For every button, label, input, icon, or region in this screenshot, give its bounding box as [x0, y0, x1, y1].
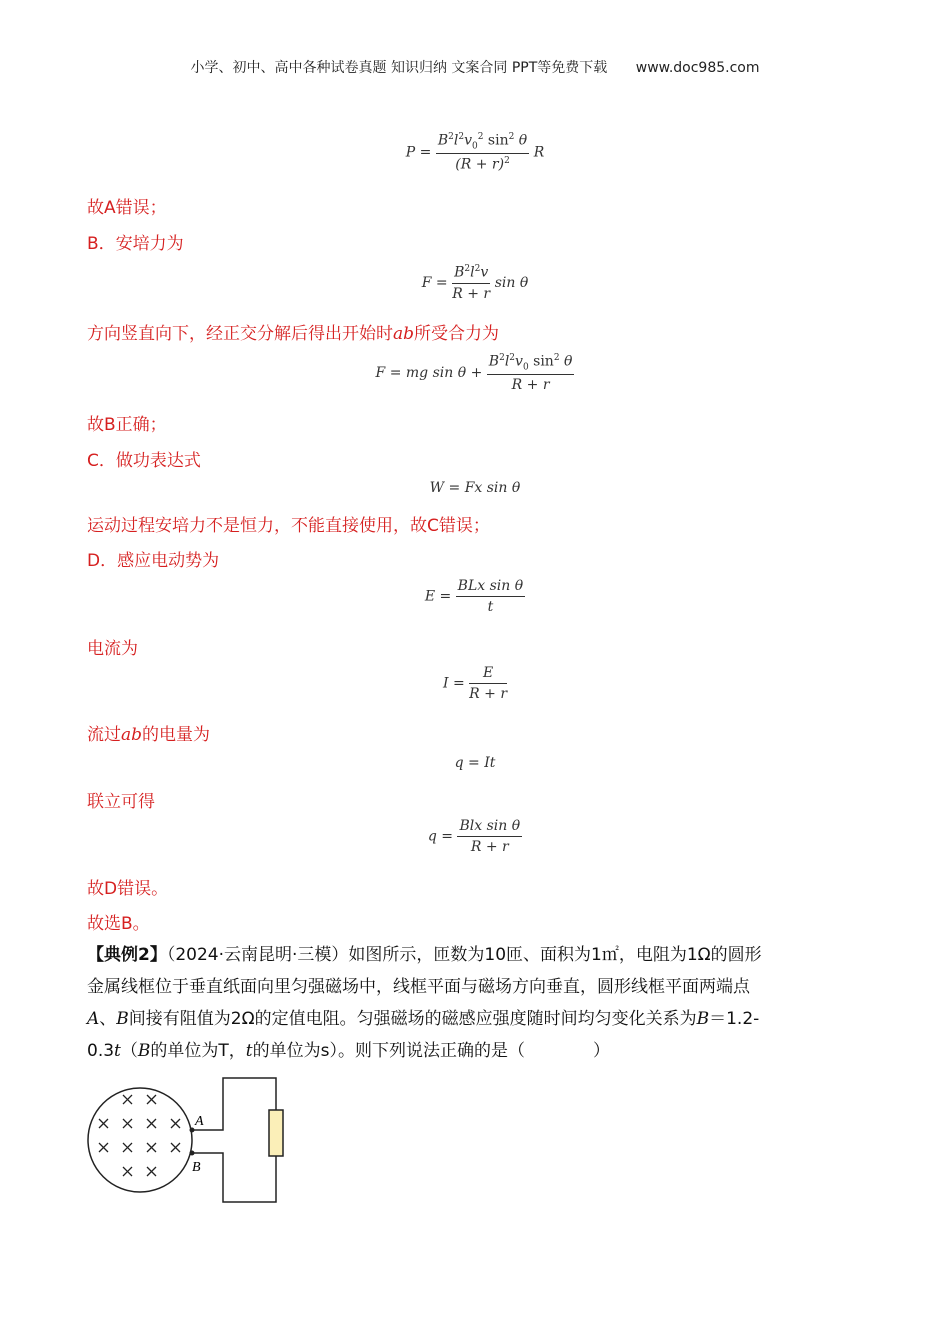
wire-top	[192, 1078, 276, 1130]
text-d-combine: 联立可得	[87, 792, 155, 812]
formula-power: P = $\frac{B^2l^2v_0^2 \sin^2 \theta}{(R + r)^2}$ R	[405, 132, 545, 174]
text-b-right: 故B正确；	[87, 415, 167, 435]
formula-emf: E = $\frac{\text{BLx sin θ}}{t}$	[424, 578, 524, 615]
coil-circle	[88, 1088, 192, 1192]
text-c-head: C．做功表达式	[87, 451, 201, 471]
header-site-link[interactable]: www.doc985.com	[635, 60, 760, 76]
text-b-direction: 方向竖直向下，经正交分解后得出开始时ab所受合力为	[87, 324, 500, 344]
page-header	[0, 57, 950, 77]
text-c-reason: 运动过程安培力不是恒力，不能直接使用，故C错误；	[87, 516, 490, 536]
text-answer: 故选B。	[87, 914, 150, 934]
wire-bottom	[192, 1153, 276, 1202]
header-text: 小学、初中、高中各种试卷真题 知识归纳 文案合同 PPT等免费下载	[190, 60, 608, 76]
text-d-head: D．感应电动势为	[87, 551, 220, 571]
text-d-wrong: 故D错误。	[87, 879, 169, 899]
circuit-diagram	[85, 1075, 295, 1210]
formula-resultant-force: F = mg sin θ + $\frac{B^2l^2v_0 \sin^2 \theta}{R + r}$	[375, 353, 573, 394]
question-line-2: 金属线框位于垂直纸面向里匀强磁场中，线框平面与磁场方向垂直，圆形线框平面两端点	[87, 977, 750, 997]
formula-current: I = $\frac{E}{R + r}$	[442, 665, 508, 702]
question-line-4: 0.3t（B的单位为T，t的单位为s）。则下列说法正确的是（ ）	[87, 1041, 610, 1061]
formula-work: W = Fx sin θ	[429, 480, 521, 496]
text-d-charge: 流过ab的电量为	[87, 725, 211, 745]
label-b: B	[192, 1160, 201, 1175]
resistor	[269, 1110, 283, 1156]
text-a-wrong: 故A错误；	[87, 198, 167, 218]
label-a: A	[195, 1114, 204, 1129]
formula-charge: q = It	[454, 755, 496, 771]
text-b-head: B．安培力为	[87, 234, 184, 254]
text-d-current: 电流为	[87, 639, 138, 659]
question-block	[87, 939, 867, 1067]
question-tag: 【典例2】	[87, 945, 167, 965]
formula-ampere-force: F = $\frac{B^2l^2v}{R + r}$ sin θ	[421, 264, 529, 302]
question-line-3: A、B间接有阻值为2Ω的定值电阻。匀强磁场的磁感应强度随时间均匀变化关系为B＝1.2-	[87, 1009, 760, 1029]
formula-charge-final: q = $\frac{\text{Blx sin θ}}{R + r}$	[427, 818, 521, 855]
question-line-1: 【典例2】（2024·云南昆明·三模）如图所示，匝数为10匝、面积为1㎡，电阻为1Ω的圆形	[87, 945, 762, 965]
magnetic-field-crosses	[99, 1095, 180, 1176]
